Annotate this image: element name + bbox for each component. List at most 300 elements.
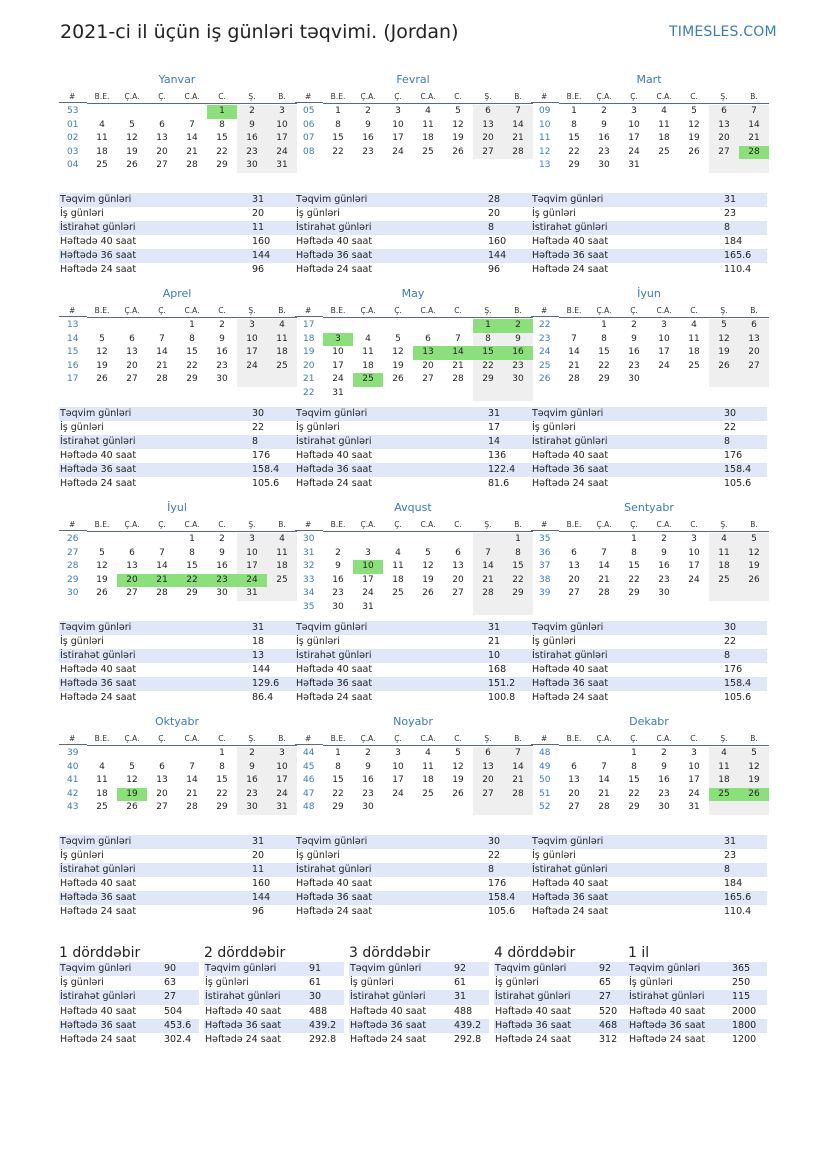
month-name: May [401, 287, 425, 300]
day-cell: 6 [473, 105, 503, 119]
day-cell: 27 [126, 374, 138, 385]
day-cell: 7 [473, 547, 503, 561]
weekday-header: C.A. [413, 90, 443, 104]
day-cell: 13 [452, 561, 464, 572]
day-cell: 5 [99, 333, 105, 344]
stat-value: 184 [724, 236, 743, 247]
weekday-header: B.E. [87, 732, 117, 746]
day-cell: 21 [503, 132, 533, 146]
day-cell: 22 [332, 788, 344, 799]
brand-link[interactable]: TIMESLES.COM [669, 24, 777, 40]
day-cell: 7 [739, 105, 769, 119]
week-number: 38 [539, 574, 551, 585]
week-number: 26 [539, 374, 551, 385]
day-cell: 13 [156, 775, 168, 786]
stat-label: Həftədə 36 saat [60, 892, 137, 903]
stat-label: Həftədə 24 saat [296, 906, 373, 917]
empty-cell [353, 387, 383, 401]
day-cell: 24 [392, 146, 404, 157]
day-cell: 20 [156, 788, 168, 799]
month-row [59, 286, 767, 500]
stat-row [59, 407, 295, 421]
stat-value: 110.4 [724, 906, 752, 917]
empty-cell [267, 373, 297, 387]
stat-value: 18 [252, 636, 265, 647]
day-cell: 7 [503, 105, 533, 119]
stat-value: 151.2 [488, 678, 516, 689]
empty-cell [443, 801, 473, 815]
month-calendar [531, 518, 767, 601]
day-cell: 7 [571, 333, 577, 344]
summary-value: 488 [454, 1005, 473, 1017]
month-calendar [59, 90, 295, 173]
weekday-header: C.A. [413, 304, 443, 318]
day-cell: 8 [335, 761, 341, 772]
week-number: 46 [303, 775, 315, 786]
day-cell: 1 [189, 534, 195, 544]
week-number: 17 [67, 374, 79, 385]
day-cell: 16 [216, 347, 228, 358]
weekday-header: Ş. [709, 518, 739, 532]
stat-value: 110.4 [724, 264, 752, 275]
stat-value: 31 [488, 408, 501, 419]
stat-label: Həftədə 40 saat [296, 878, 373, 889]
summary-row [494, 990, 628, 1004]
stat-row [295, 421, 531, 435]
empty-cell [87, 533, 117, 547]
weekday-header: B. [739, 518, 769, 532]
weekday-header: # [59, 732, 87, 745]
stat-row [59, 649, 295, 663]
summary-column [628, 945, 767, 1047]
day-cell: 11 [422, 761, 434, 772]
page-title: 2021-ci il üçün iş günləri təqvimi. (Jordan) [60, 21, 459, 43]
empty-cell [443, 601, 473, 615]
day-cell: 18 [96, 146, 108, 157]
month-name: Oktyabr [154, 715, 200, 728]
day-cell: 15 [598, 347, 610, 358]
day-cell: 29 [186, 588, 198, 599]
weekday-header: C. [207, 518, 237, 532]
day-cell: 12 [96, 347, 108, 358]
summary-row [59, 990, 199, 1004]
day-cell: 3 [267, 105, 297, 119]
weekday-header: Ç. [147, 90, 177, 104]
stat-value: 8 [252, 436, 259, 447]
week-number: 49 [539, 761, 551, 772]
day-cell: 6 [129, 547, 135, 558]
day-cell: 3 [267, 747, 297, 761]
week-number: 31 [303, 547, 315, 558]
stat-label: İş günləri [532, 636, 576, 647]
stat-value: 21 [488, 636, 501, 647]
day-cell: 26 [739, 574, 769, 588]
stat-label: Həftədə 24 saat [296, 264, 373, 275]
day-cell: 29 [473, 373, 503, 387]
day-cell: 27 [473, 146, 503, 160]
summary-value: 365 [732, 963, 751, 974]
day-cell: 2 [237, 105, 267, 119]
weekday-header: # [295, 304, 323, 317]
stat-label: Həftədə 24 saat [60, 478, 137, 489]
summary-value: 302.4 [164, 1033, 192, 1045]
day-cell: 20 [739, 346, 769, 360]
weekday-header: Ç.A. [589, 518, 619, 532]
weekday-header: B. [503, 518, 533, 532]
stat-row [295, 207, 531, 221]
day-cell: 5 [99, 547, 105, 558]
day-cell: 15 [332, 133, 344, 144]
stat-value: 31 [252, 194, 265, 205]
week-number: 48 [303, 802, 315, 813]
day-cell: 1 [335, 748, 341, 758]
summary-row [494, 962, 628, 976]
day-cell: 6 [571, 547, 577, 558]
summary-value: 115 [732, 991, 751, 1003]
day-cell: 5 [709, 319, 739, 333]
stat-row [531, 207, 767, 221]
weekday-header: C.A. [413, 518, 443, 532]
stat-label: Təqvim günləri [60, 622, 132, 633]
day-cell: 15 [216, 133, 228, 144]
day-cell: 19 [422, 574, 434, 585]
day-cell: 13 [568, 775, 580, 786]
day-cell: 27 [473, 788, 503, 802]
day-cell: 19 [452, 133, 464, 144]
day-cell: 19 [739, 560, 769, 574]
weekday-header: Ş. [709, 304, 739, 318]
day-cell: 12 [709, 333, 739, 347]
day-cell: 27 [156, 160, 168, 171]
summary-title: 2 dörddəbir [204, 945, 286, 961]
weekday-header: Ç. [383, 304, 413, 318]
day-cell: 13 [156, 133, 168, 144]
day-cell: 23 [362, 788, 374, 799]
day-cell: 21 [568, 360, 580, 371]
stat-row [531, 691, 767, 705]
day-cell: 1 [189, 320, 195, 330]
day-cell: 23 [658, 788, 670, 799]
summary-label: Həftədə 40 saat [350, 1005, 427, 1017]
empty-cell [413, 801, 443, 815]
stat-row [59, 677, 295, 691]
day-cell: 19 [96, 574, 108, 585]
day-cell: 18 [422, 775, 434, 786]
stat-value: 8 [724, 650, 731, 661]
stat-value: 10 [488, 650, 501, 661]
day-cell: 21 [503, 774, 533, 788]
summary-label: İstirahət günləri [495, 991, 571, 1003]
stat-label: Həftədə 40 saat [296, 450, 373, 461]
stat-value: 100.8 [488, 692, 516, 703]
day-cell: 21 [598, 574, 610, 585]
stat-label: İş günləri [60, 850, 104, 861]
week-number: 13 [539, 160, 551, 171]
day-cell: 10 [237, 333, 267, 347]
summary-column [59, 945, 199, 1047]
stat-label: Təqvim günləri [532, 622, 604, 633]
stat-label: İş günləri [60, 636, 104, 647]
stat-value: 105.6 [724, 478, 752, 489]
day-cell: 20 [473, 774, 503, 788]
day-cell: 26 [709, 360, 739, 374]
summary-label: Həftədə 40 saat [629, 1005, 706, 1017]
stat-row [531, 905, 767, 919]
day-cell: 13 [126, 347, 138, 358]
day-cell: 26 [392, 374, 404, 385]
day-cell: 10 [628, 119, 640, 130]
stat-label: İstirahət günləri [296, 436, 372, 447]
day-cell: 7 [601, 761, 607, 772]
day-cell: 30 [237, 159, 267, 173]
week-number: 18 [303, 333, 315, 344]
week-number: 22 [303, 387, 315, 398]
month-block [295, 72, 531, 159]
month-name: Sentyabr [624, 501, 674, 514]
stat-value: 105.6 [488, 906, 516, 917]
weekday-header: Ç.A. [353, 90, 383, 104]
stat-row [295, 407, 531, 421]
weekday-header: Ş. [473, 304, 503, 318]
stat-row [295, 891, 531, 905]
stat-label: Təqvim günləri [296, 408, 368, 419]
day-cell: 3 [661, 320, 667, 330]
day-cell: 17 [267, 132, 297, 146]
day-cell: 29 [216, 160, 228, 171]
stat-row [59, 207, 295, 221]
day-cell: 15 [216, 775, 228, 786]
day-cell: 1 [473, 319, 503, 333]
day-cell: 24 [237, 574, 267, 588]
day-cell: 31 [362, 601, 374, 612]
week-number: 13 [67, 320, 79, 330]
day-cell: 27 [568, 588, 580, 599]
day-cell: 30 [332, 601, 344, 612]
month-calendar [59, 732, 295, 815]
weekday-header: C. [443, 732, 473, 746]
day-cell: 24 [267, 788, 297, 802]
stat-label: İş günləri [296, 636, 340, 647]
summary-label: İstirahət günləri [205, 991, 281, 1003]
day-cell: 18 [392, 574, 404, 585]
day-cell: 7 [159, 333, 165, 344]
stat-label: Təqvim günləri [60, 194, 132, 205]
day-cell: 12 [739, 761, 769, 775]
stat-value: 86.4 [252, 692, 274, 703]
week-number: 39 [539, 588, 551, 599]
day-cell: 9 [219, 547, 225, 558]
summary-value: 439.2 [454, 1019, 482, 1031]
day-cell: 13 [126, 561, 138, 572]
weekday-header: B. [503, 732, 533, 746]
day-cell: 14 [503, 119, 533, 133]
day-cell: 22 [186, 360, 198, 371]
empty-cell [443, 387, 473, 401]
month-block [295, 500, 531, 615]
day-cell: 4 [99, 761, 105, 772]
stat-row [295, 649, 531, 663]
day-cell: 6 [455, 547, 461, 558]
stat-value: 160 [252, 236, 271, 247]
summary-row [204, 976, 344, 990]
week-number: 29 [67, 574, 79, 585]
day-cell: 4 [709, 533, 739, 547]
day-cell: 7 [455, 333, 461, 344]
empty-cell [267, 587, 297, 601]
stat-label: Həftədə 24 saat [532, 906, 609, 917]
empty-cell [353, 319, 383, 333]
day-cell: 16 [598, 133, 610, 144]
stat-label: İstirahət günləri [296, 222, 372, 233]
day-cell: 16 [658, 775, 670, 786]
weekday-header: C. [207, 732, 237, 746]
stat-label: Həftədə 24 saat [532, 264, 609, 275]
day-cell: 4 [425, 106, 431, 116]
day-cell: 26 [452, 146, 464, 157]
day-cell: 27 [422, 374, 434, 385]
weekday-header: B.E. [323, 518, 353, 532]
month-block [531, 286, 767, 387]
day-cell: 27 [739, 360, 769, 374]
weekday-header: Ş. [473, 732, 503, 746]
day-cell: 22 [216, 146, 228, 157]
day-cell: 11 [709, 761, 739, 775]
summary-label: Həftədə 24 saat [205, 1033, 282, 1045]
month-name: Fevral [396, 73, 430, 86]
day-cell: 5 [455, 106, 461, 116]
month-block [531, 714, 767, 815]
day-cell: 14 [156, 347, 168, 358]
summary-row [204, 1033, 344, 1047]
empty-cell [383, 801, 413, 815]
week-number: 10 [539, 119, 551, 130]
stat-label: Həftədə 36 saat [532, 892, 609, 903]
empty-cell [679, 373, 709, 387]
stat-value: 8 [724, 436, 731, 447]
day-cell: 19 [126, 146, 138, 157]
weekday-header: C.A. [177, 518, 207, 532]
stat-value: 30 [724, 408, 737, 419]
empty-cell [589, 533, 619, 547]
weekday-header: Ç.A. [117, 90, 147, 104]
week-number: 42 [67, 788, 79, 799]
day-cell: 28 [452, 374, 464, 385]
day-cell: 9 [237, 761, 267, 775]
day-cell: 11 [362, 347, 374, 358]
day-cell: 20 [126, 360, 138, 371]
day-cell: 17 [237, 560, 267, 574]
summary-label: İstirahət günləri [350, 991, 426, 1003]
day-cell: 9 [661, 761, 667, 772]
day-cell: 19 [96, 360, 108, 371]
weekday-header: Ç.A. [117, 304, 147, 318]
stat-value: 96 [252, 264, 265, 275]
weekday-header: Ç. [383, 518, 413, 532]
day-cell: 17 [688, 561, 700, 572]
day-cell: 16 [658, 561, 670, 572]
stat-row [531, 849, 767, 863]
stat-row [295, 435, 531, 449]
day-cell: 20 [709, 132, 739, 146]
empty-cell [87, 319, 117, 333]
weekday-header: C. [443, 518, 473, 532]
stat-label: Həftədə 40 saat [296, 664, 373, 675]
weekday-header: B.E. [323, 304, 353, 318]
day-cell: 20 [156, 146, 168, 157]
summary-label: Həftədə 36 saat [350, 1019, 427, 1031]
stat-value: 81.6 [488, 478, 510, 489]
weekday-header: # [295, 90, 323, 103]
day-cell: 5 [691, 106, 697, 116]
day-cell: 10 [237, 547, 267, 561]
empty-cell [117, 533, 147, 547]
day-cell: 11 [267, 333, 297, 347]
empty-cell [473, 801, 503, 815]
week-number: 30 [67, 588, 79, 599]
week-number: 07 [303, 133, 315, 144]
empty-cell [473, 387, 503, 401]
empty-cell [473, 533, 503, 547]
summary-row [628, 990, 767, 1004]
day-cell: 15 [503, 560, 533, 574]
summary-label: İstirahət günləri [629, 991, 705, 1003]
day-cell: 26 [688, 146, 700, 157]
weekday-header: C. [207, 304, 237, 318]
day-cell: 28 [598, 588, 610, 599]
stat-row [295, 877, 531, 891]
stat-value: 31 [252, 622, 265, 633]
weekday-header: Ş. [709, 732, 739, 746]
day-cell: 6 [159, 119, 165, 130]
day-cell: 6 [159, 761, 165, 772]
day-cell: 23 [658, 574, 670, 585]
day-cell: 18 [96, 788, 108, 799]
weekday-header: B. [503, 90, 533, 104]
week-number: 16 [67, 360, 79, 371]
stat-value: 20 [252, 208, 265, 219]
day-cell: 10 [688, 547, 700, 558]
stat-label: İstirahət günləri [60, 864, 136, 875]
weekday-header: C. [679, 90, 709, 104]
day-cell: 4 [395, 547, 401, 558]
stat-label: İş günləri [60, 208, 104, 219]
empty-cell [117, 319, 147, 333]
day-cell: 30 [216, 374, 228, 385]
summary-row [494, 1005, 628, 1019]
month-block [59, 714, 295, 815]
summary-row [59, 1019, 199, 1033]
stat-value: 22 [724, 636, 737, 647]
day-cell: 8 [189, 333, 195, 344]
weekday-header: C.A. [413, 732, 443, 746]
month-calendar [531, 90, 767, 173]
day-cell: 8 [503, 547, 533, 561]
weekday-header: Ç. [619, 518, 649, 532]
day-cell: 5 [395, 333, 401, 344]
day-cell: 3 [395, 748, 401, 758]
day-cell: 30 [658, 588, 670, 599]
summary-label: Həftədə 36 saat [495, 1019, 572, 1031]
empty-cell [323, 533, 353, 547]
stat-row [295, 835, 531, 849]
stat-value: 20 [252, 850, 265, 861]
day-cell: 16 [628, 347, 640, 358]
stat-label: Təqvim günləri [532, 408, 604, 419]
day-cell: 23 [237, 788, 267, 802]
stat-label: Həftədə 36 saat [296, 678, 373, 689]
day-cell: 30 [598, 160, 610, 171]
day-cell: 1 [207, 105, 237, 119]
